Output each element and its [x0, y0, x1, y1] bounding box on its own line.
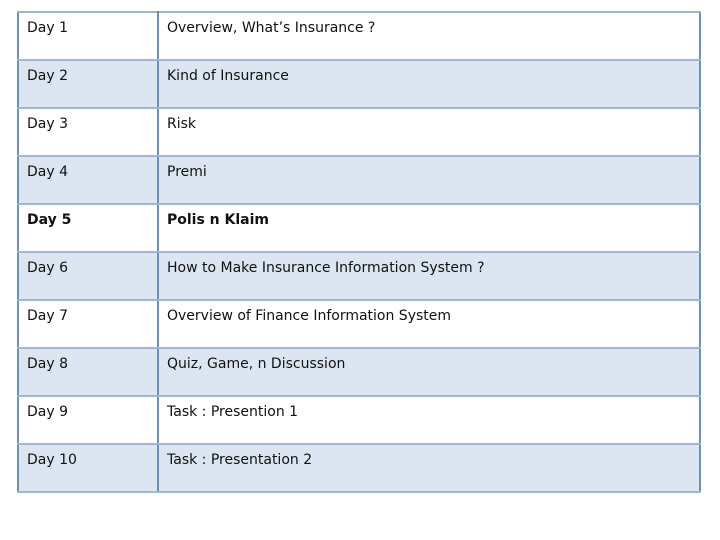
topic-cell: Task : Presentation 2	[158, 444, 700, 492]
day-cell: Day 1	[18, 12, 158, 60]
schedule-table	[17, 11, 701, 493]
schedule-row	[18, 60, 700, 108]
topic-cell: Task : Presention 1	[158, 396, 700, 444]
topic-cell: Premi	[158, 156, 700, 204]
schedule-row	[18, 300, 700, 348]
schedule-row	[18, 348, 700, 396]
topic-cell: Risk	[158, 108, 700, 156]
day-cell: Day 9	[18, 396, 158, 444]
schedule-row	[18, 252, 700, 300]
day-cell: Day 2	[18, 60, 158, 108]
topic-cell: Polis n Klaim	[158, 204, 700, 252]
schedule-row	[18, 396, 700, 444]
schedule-row	[18, 156, 700, 204]
schedule-row	[18, 444, 700, 492]
schedule-row	[18, 12, 700, 60]
day-cell: Day 3	[18, 108, 158, 156]
day-cell: Day 4	[18, 156, 158, 204]
topic-cell: How to Make Insurance Information System ?	[158, 252, 700, 300]
topic-cell: Overview of Finance Information System	[158, 300, 700, 348]
topic-cell: Quiz, Game, n Discussion	[158, 348, 700, 396]
day-cell: Day 6	[18, 252, 158, 300]
day-cell: Day 10	[18, 444, 158, 492]
schedule-row	[18, 108, 700, 156]
schedule-row	[18, 204, 700, 252]
day-cell: Day 5	[18, 204, 158, 252]
day-cell: Day 7	[18, 300, 158, 348]
day-cell: Day 8	[18, 348, 158, 396]
topic-cell: Overview, What’s Insurance ?	[158, 12, 700, 60]
topic-cell: Kind of Insurance	[158, 60, 700, 108]
